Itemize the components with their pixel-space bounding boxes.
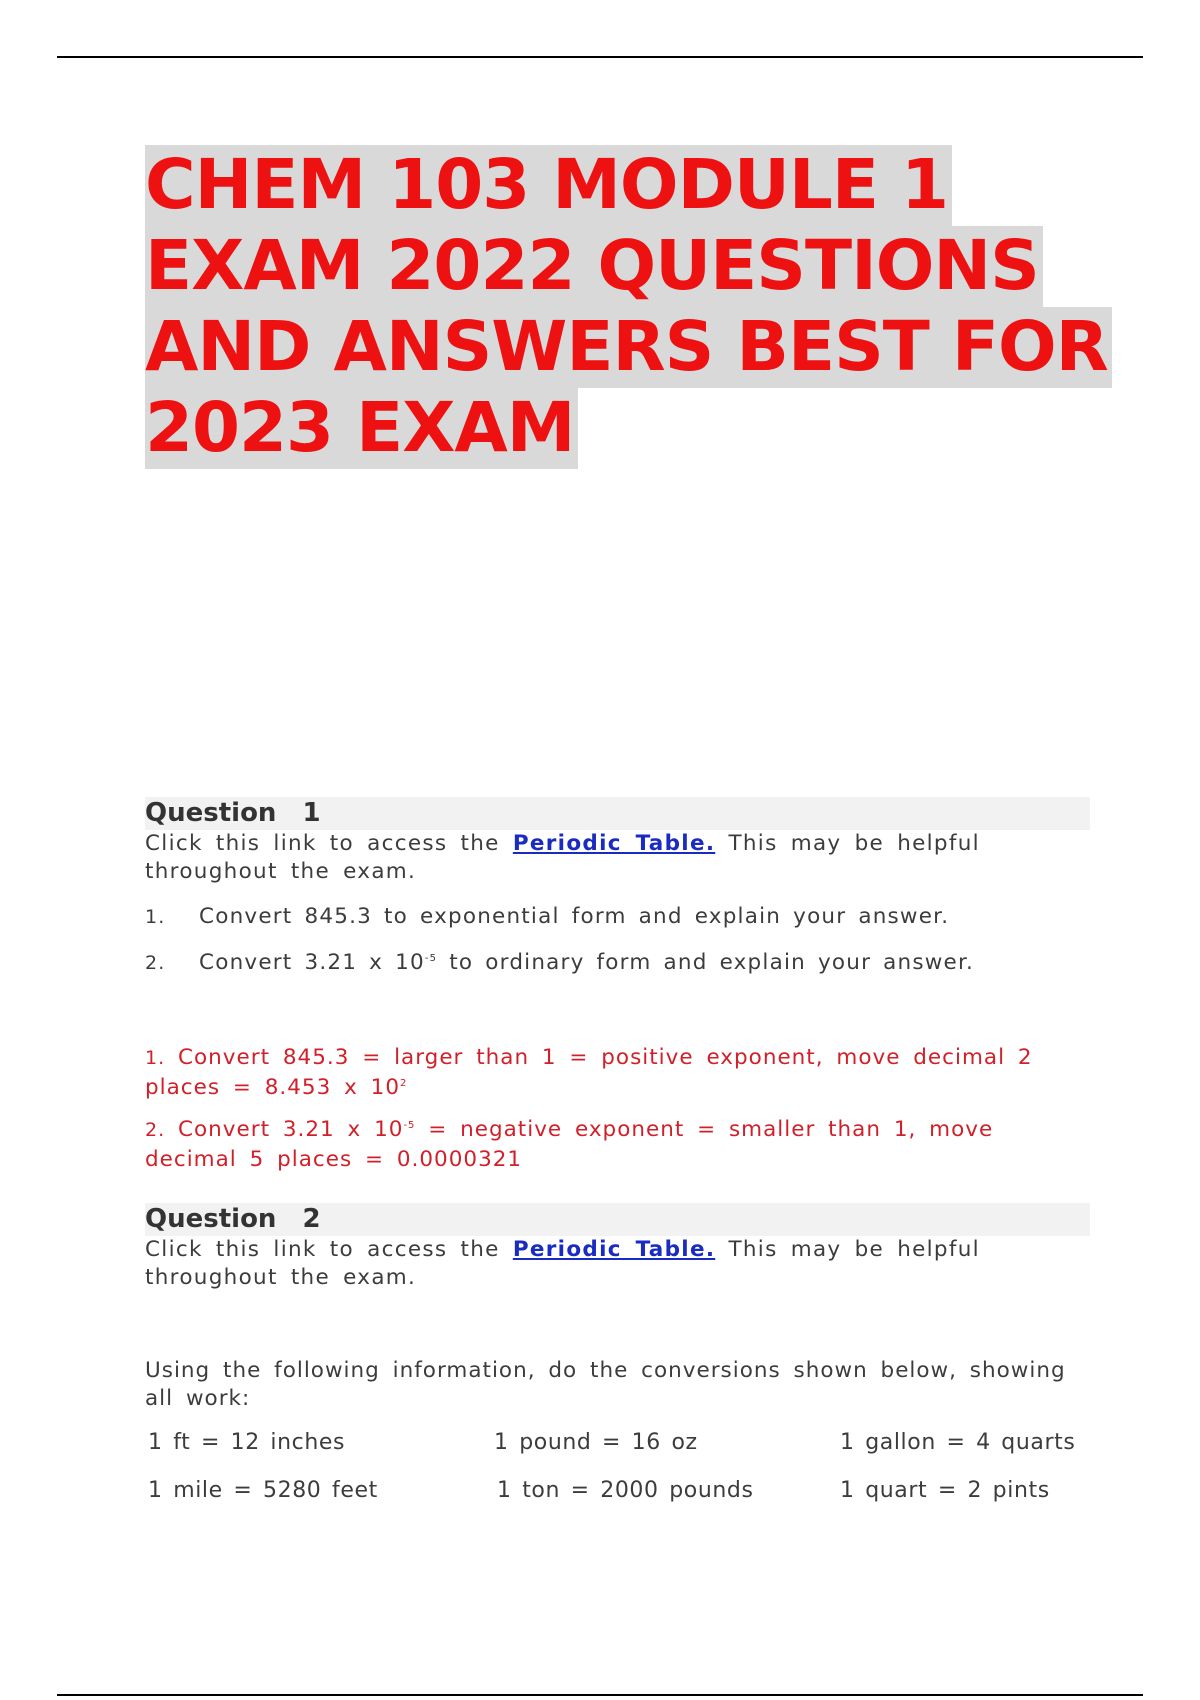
answer-number: 1. xyxy=(145,1047,166,1069)
intro-text-after: This may be helpful throughout the exam. xyxy=(145,1237,980,1290)
item-text: Convert 3.21 x 10 xyxy=(199,950,425,975)
conversion-mile-feet: 1 mile = 5280 feet xyxy=(148,1478,378,1503)
question-2-instruction: Using the following information, do the conversions shown below, showing all work: xyxy=(145,1358,1066,1411)
conversion-ton-pounds: 1 ton = 2000 pounds xyxy=(497,1478,754,1503)
bottom-rule xyxy=(57,1694,1143,1696)
title-line-3: AND ANSWERS BEST FOR xyxy=(145,307,1112,388)
periodic-table-link[interactable]: Periodic Table. xyxy=(512,1237,716,1262)
question-number: 1 xyxy=(302,798,321,828)
top-rule xyxy=(57,56,1143,58)
answer-2 xyxy=(145,1115,1075,1174)
exponent: 2 xyxy=(400,1078,408,1089)
title-line-2: EXAM 2022 QUESTIONS xyxy=(145,226,1043,307)
intro-text-after: This may be helpful throughout the exam. xyxy=(145,831,980,884)
question-2-heading xyxy=(145,1203,1090,1236)
answer-text: Convert 845.3 = larger than 1 = positive exponent, move decimal 2 places = 8.453 x 10 xyxy=(145,1045,1033,1100)
conversion-gallon-quarts: 1 gallon = 4 quarts xyxy=(840,1430,1076,1455)
question-1-item-2 xyxy=(145,950,974,975)
answer-1 xyxy=(145,1043,1075,1102)
question-1-heading xyxy=(145,797,1090,830)
item-number: 2. xyxy=(145,952,166,974)
question-label: Question xyxy=(145,798,277,828)
periodic-table-link[interactable]: Periodic Table. xyxy=(512,831,716,856)
answer-text-after: = negative exponent = smaller than 1, move decimal 5 places = 0.0000321 xyxy=(145,1117,994,1172)
item-number: 1. xyxy=(145,906,166,928)
question-label: Question xyxy=(145,1204,277,1234)
conversion-ft-inches: 1 ft = 12 inches xyxy=(148,1430,346,1455)
question-1-item-1 xyxy=(145,904,949,929)
item-text-after: to ordinary form and explain your answer. xyxy=(437,950,975,975)
conversion-pound-oz: 1 pound = 16 oz xyxy=(494,1430,698,1455)
item-text: Convert 845.3 to exponential form and explain your answer. xyxy=(199,904,950,929)
document-title xyxy=(145,145,1112,469)
title-line-4: 2023 EXAM xyxy=(145,388,578,469)
exponent: -5 xyxy=(403,1120,416,1131)
answer-number: 2. xyxy=(145,1119,166,1141)
intro-text: Click this link to access the xyxy=(145,831,500,856)
question-number: 2 xyxy=(302,1204,321,1234)
title-line-1: CHEM 103 MODULE 1 xyxy=(145,145,952,226)
answer-text: Convert 3.21 x 10 xyxy=(177,1117,404,1142)
intro-text: Click this link to access the xyxy=(145,1237,500,1262)
conversion-quart-pints: 1 quart = 2 pints xyxy=(840,1478,1050,1503)
question-2-intro xyxy=(145,1236,1060,1292)
question-1-intro xyxy=(145,830,1060,886)
exponent: -5 xyxy=(424,953,438,964)
